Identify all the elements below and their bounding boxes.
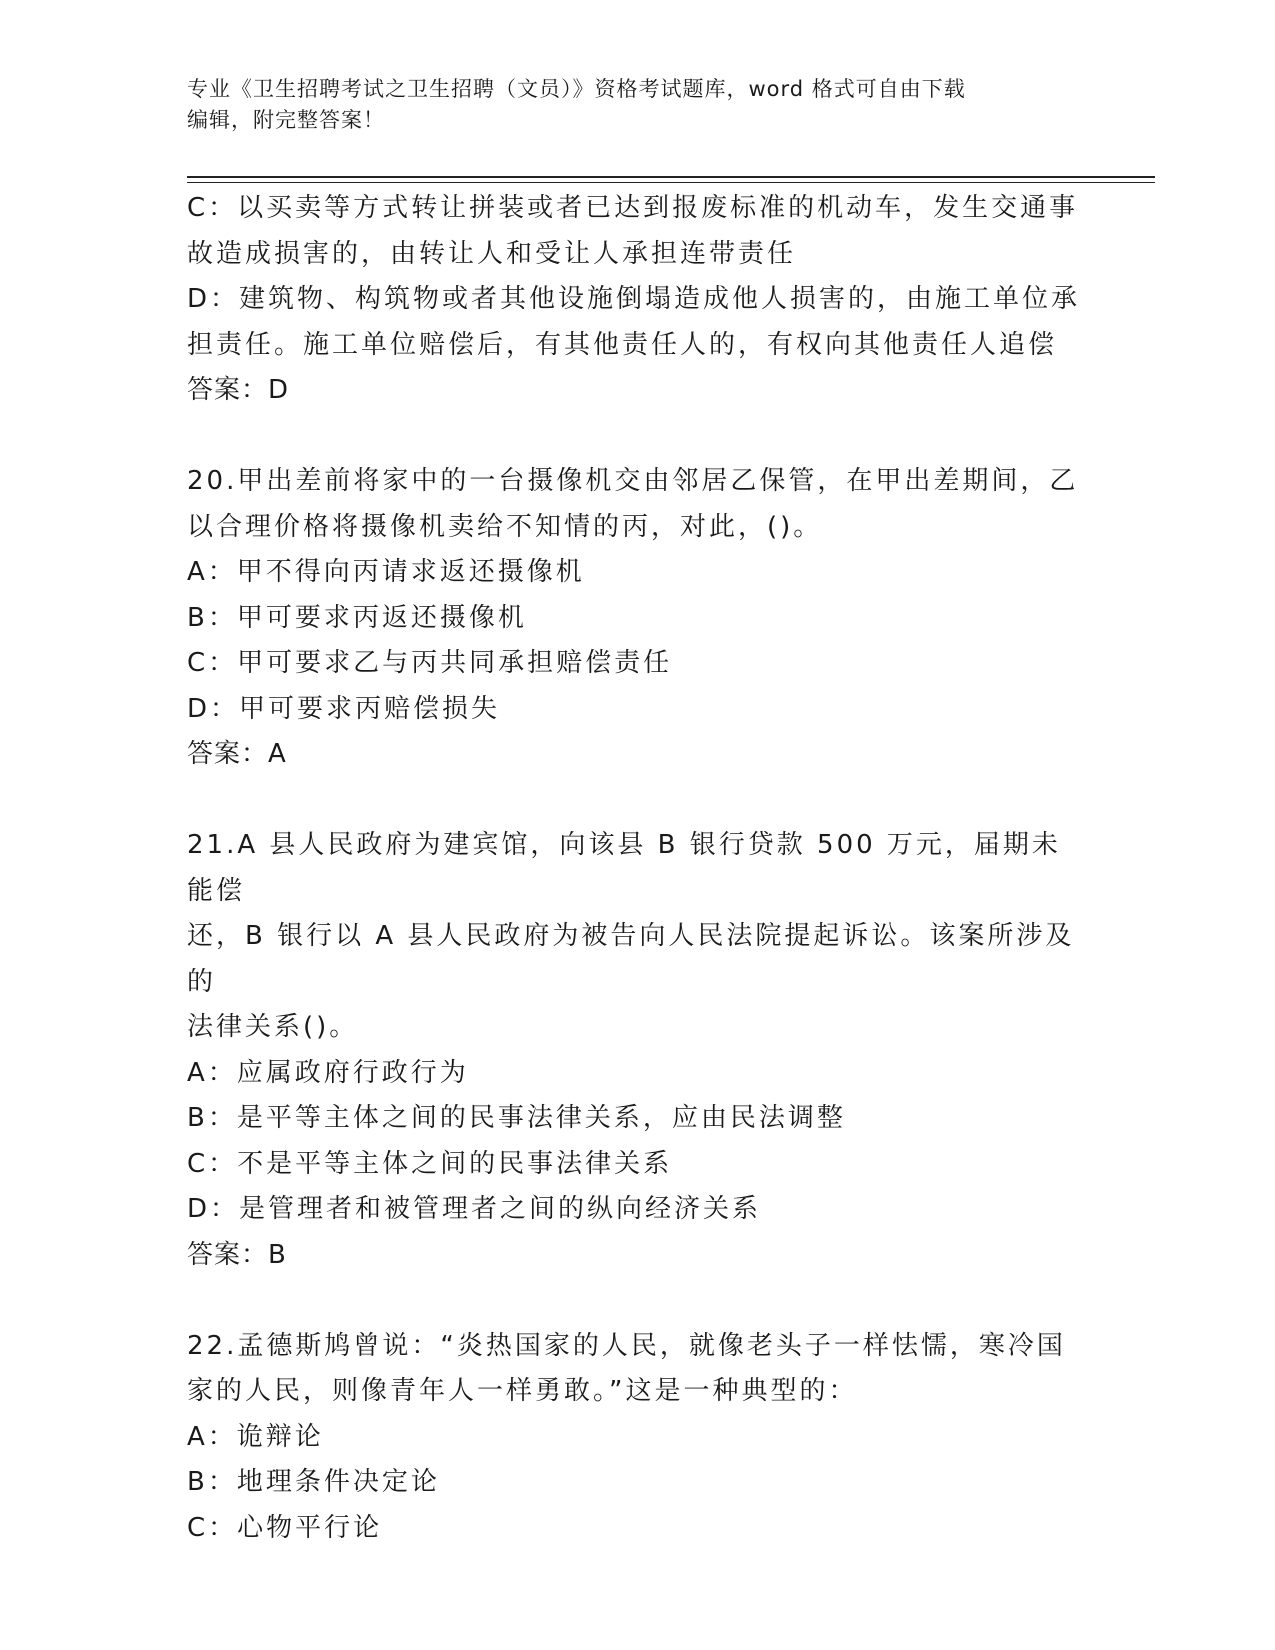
option-b: B：甲可要求丙返还摄像机 <box>187 602 527 633</box>
option-a: A：应属政府行政行为 <box>187 1057 469 1088</box>
option-b: B：是平等主体之间的民事法律关系，应由民法调整 <box>187 1103 846 1133</box>
option-a: A：甲不得向丙请求返还摄像机 <box>187 557 585 587</box>
option-c: C：甲可要求乙与丙共同承担赔偿责任 <box>187 648 673 678</box>
option-b: B：地理条件决定论 <box>187 1467 440 1497</box>
header-divider-thick <box>187 176 1155 178</box>
block-spacer <box>187 778 1087 824</box>
question-content <box>187 186 1087 1551</box>
question-block-19 <box>187 186 1087 414</box>
option-line: 担责任。施工单位赔偿后，有其他责任人的，有权向其他责任人追偿 <box>187 329 1058 360</box>
header-divider-thin <box>187 182 1155 183</box>
question-stem-line: 21.A 县人民政府为建宾馆，向该县 B 银行贷款 500 万元，届期未能偿 <box>187 830 1061 906</box>
option-c: C：心物平行论 <box>187 1512 383 1543</box>
answer-line: 答案：B <box>187 1239 287 1270</box>
block-spacer <box>187 1278 1087 1324</box>
option-line: D：建筑物、构筑物或者其他设施倒塌造成他人损害的，由施工单位承 <box>187 284 1081 314</box>
option-c: C：不是平等主体之间的民事法律关系 <box>187 1148 673 1179</box>
question-stem-line: 20.甲出差前将家中的一台摄像机交由邻居乙保管，在甲出差期间，乙 <box>187 466 1079 496</box>
answer-line: 答案：D <box>187 375 290 405</box>
option-line: C：以买卖等方式转让拼装或者已达到报废标准的机动车，发生交通事 <box>187 193 1079 223</box>
question-block-21 <box>187 823 1087 1278</box>
header-line-1: 专业《卫生招聘考试之卫生招聘（文员）》资格考试题库，word 格式可自由下载 <box>187 77 966 101</box>
option-d: D：甲可要求丙赔偿损失 <box>187 693 501 724</box>
question-stem-line: 22.孟德斯鸠曾说：“炎热国家的人民，就像老头子一样怯懦，寒冷国 <box>187 1330 1066 1361</box>
question-stem-line: 家的人民，则像青年人一样勇敢。”这是一种典型的： <box>187 1376 858 1406</box>
block-spacer <box>187 414 1087 460</box>
answer-line: 答案：A <box>187 739 287 769</box>
header-line-2: 编辑，附完整答案！ <box>187 108 385 132</box>
question-stem-line: 还，B 银行以 A 县人民政府为被告向人民法院提起诉讼。该案所涉及的 <box>187 921 1075 997</box>
question-stem-line: 以合理价格将摄像机卖给不知情的丙，对此，()。 <box>187 511 823 542</box>
option-d: D：是管理者和被管理者之间的纵向经济关系 <box>187 1194 762 1224</box>
option-a: A：诡辩论 <box>187 1421 324 1452</box>
question-block-22 <box>187 1324 1087 1552</box>
question-stem-line: 法律关系()。 <box>187 1012 359 1042</box>
document-header <box>187 74 1087 136</box>
question-block-20 <box>187 459 1087 778</box>
option-line: 故造成损害的，由转让人和受让人承担连带责任 <box>187 238 797 269</box>
